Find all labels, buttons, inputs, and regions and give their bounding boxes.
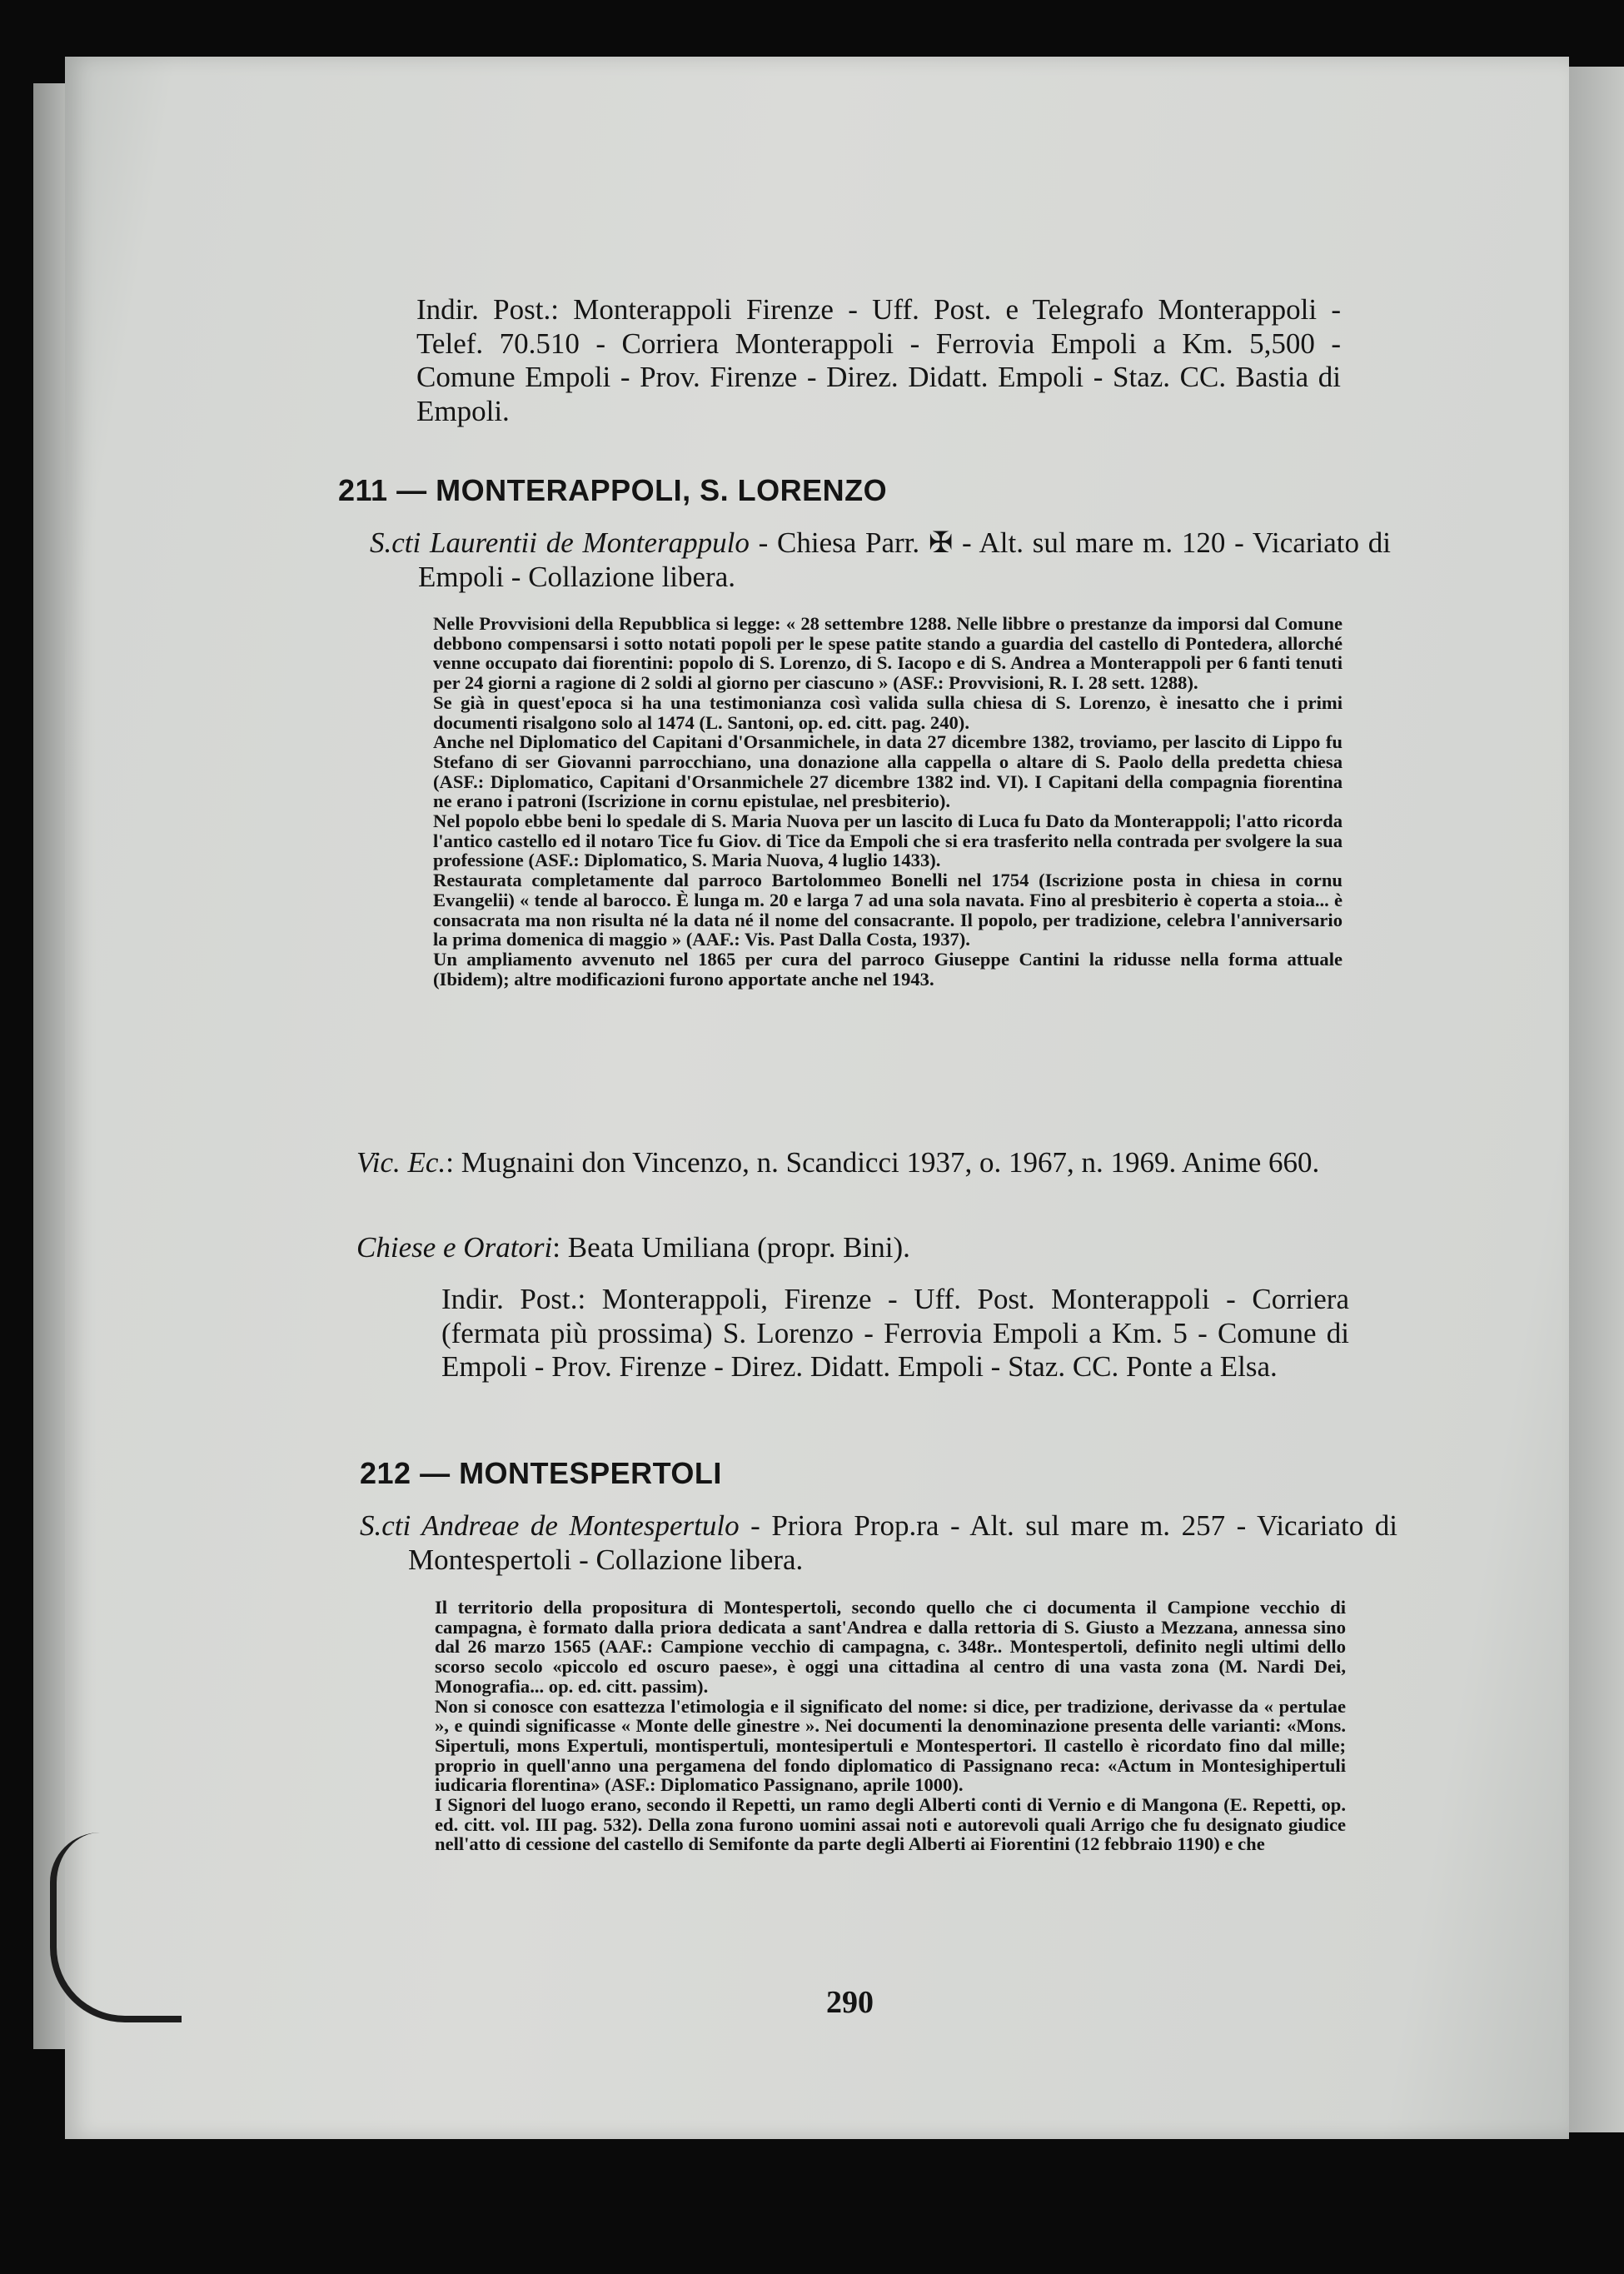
entry-211-heading: 211 — MONTERAPPOLI, S. LORENZO bbox=[338, 473, 888, 507]
entry-211-latin-name: S.cti Laurentii de Monterappulo bbox=[370, 526, 750, 559]
note-paragraph: I Signori del luogo erano, secondo il Repetti, un ramo degli Alberti conti di Vernio e di Mangona (E. Repetti, op. ed. citt. vol. III pag. 532). Della zona furono uomini assai noti e autorevoli quali Arrigo che fu designato giudice nell'atto di cessione del castello di Semifonte da parte degli Alberti ai Fiorentini (12 febbraio 1190) e che bbox=[435, 1794, 1346, 1855]
note-paragraph: Un ampliamento avvenuto nel 1865 per cura del parroco Giuseppe Cantini la ridusse nella forma attuale (Ibidem); altre modificazioni furono apportate anche nel 1943. bbox=[433, 948, 1343, 990]
note-paragraph: Non si conosce con esattezza l'etimologia e il significato del nome: si dice, per tradizione, derivasse da « pertulae », e quindi significasse « Monte delle ginestre ». Nei documenti la denominazione presenta delle varianti: «Mons. Sipertuli, mons Expertuli, montispertuli, montesipertuli e Montespertori. Il castello è ricordato fino dal mille; proprio in quell'anno una pergamena del fondo diplomatico di Passignano reca: «Actum in Montesighipertuli iudicaria florentina» (ASF.: Diplomatico Passignano, aprile 1000). bbox=[435, 1695, 1346, 1796]
chiese-label: Chiese e Oratori bbox=[356, 1231, 553, 1264]
entry-211-address: Indir. Post.: Monterappoli, Firenze - Uff. Post. Monterappoli - Corriera (fermata più prossima) S. Lorenzo - Ferrovia Empoli a Km. 5 - Comune di Empoli - Prov. Firenze - Direz. Didatt. Empoli - Staz. CC. Ponte a Elsa. bbox=[441, 1283, 1349, 1383]
vicar-label: Vic. Ec. bbox=[356, 1146, 446, 1179]
note-paragraph: Nelle Provvisioni della Repubblica si legge: « 28 settembre 1288. Nelle libbre o prestanze da imporsi dal Comune debbono compensarsi i sotto notati popoli per le spese patite stando a guardia del castello di Pontedera, allorché venne occupato dai fiorentini: popolo di S. Lorenzo, di S. Iacopo e di S. Andrea a Monterappoli per 6 fanti tenuti per 24 giorni a ragione di 2 soldi al giorno per ciascuno » (ASF.: Provvisioni, R. I. 28 sett. 1288). bbox=[433, 613, 1343, 694]
entry-212-title bbox=[360, 1509, 1397, 1577]
entry-211-title bbox=[370, 526, 1391, 594]
page-number: 290 bbox=[826, 1985, 874, 2020]
page-stack-edge bbox=[33, 83, 67, 2049]
chiese-text: : Beata Umiliana (propr. Bini). bbox=[552, 1231, 910, 1264]
note-paragraph: Nel popolo ebbe beni lo spedale di S. Maria Nuova per un lascito di Luca fu Dato da Monterappoli; l'atto ricorda l'antico castello ed il notaro Tice fu Giov. di Tice da Empoli che si era trasferito nella contrada per svolgere la sua professione (ASF.: Diplomatico, S. Maria Nuova, 4 luglio 1433). bbox=[433, 810, 1343, 871]
entry-211-vicar bbox=[356, 1146, 1397, 1180]
vicar-text: : Mugnaini don Vincenzo, n. Scandicci 1937, o. 1967, n. 1969. Anime 660. bbox=[446, 1146, 1320, 1179]
note-paragraph: Anche nel Diplomatico del Capitani d'Orsanmichele, in data 27 dicembre 1382, troviamo, per lascito di Lippo fu Stefano di ser Giovanni parrocchiano, una donazione alla cappella o altare di S. Paolo della predetta chiesa (ASF.: Diplomatico, Capitani d'Orsanmichele 27 dicembre 1382 ind. VI). I Capitani della compagnia fiorentina ne erano i patroni (Iscrizione in cornu epistulae, nel presbiterio). bbox=[433, 731, 1343, 812]
entry-212-latin-name: S.cti Andreae de Montespertulo bbox=[360, 1509, 740, 1542]
note-paragraph: Se già in quest'epoca si ha una testimonianza così valida sulla chiesa di S. Lorenzo, è inesatto che i primi documenti risalgono solo al 1474 (L. Santoni, op. ed. citt. pag. 240). bbox=[433, 691, 1343, 733]
entry-212-heading: 212 — MONTESPERTOLI bbox=[360, 1456, 722, 1490]
entry-212-notes bbox=[435, 1598, 1346, 1854]
entry-212-details: - Priora Prop.ra - Alt. sul mare m. 257 - Vicariato di Montespertoli - Collazione libera. bbox=[408, 1509, 1397, 1576]
note-paragraph: Restaurata completamente dal parroco Bartolommeo Bonelli nel 1754 (Iscrizione posta in chiesa in cornu Evangelii) « tende al barocco. È lunga m. 20 e larga 7 ad una sola navata. Fino al presbiterio è coperta a stoia... è consacrata ma non risulta né la data né il nome del consacrante. Il popolo, per tradizione, celebra l'anniversario la prima domenica di maggio » (AAF.: Vis. Past Dalla Costa, 1937). bbox=[433, 870, 1343, 950]
entry-211-details: - Chiesa Parr. ✠ - Alt. sul mare m. 120 - Vicariato di Empoli - Collazione libera. bbox=[418, 526, 1391, 593]
entry-211-chiese bbox=[356, 1231, 1348, 1265]
entry-211-notes bbox=[433, 614, 1343, 989]
intro-address: Indir. Post.: Monterappoli Firenze - Uff. Post. e Telegrafo Monterappoli - Telef. 70.510 - Corriera Monterappoli - Ferrovia Empoli a Km. 5,500 - Comune Empoli - Prov. Firenze - Direz. Didatt. Empoli - Staz. CC. Bastia di Empoli. bbox=[416, 293, 1341, 427]
note-paragraph: Il territorio della propositura di Montespertoli, secondo quello che ci documenta il Campione vecchio di campagna, è formato dalla priora dedicata a sant'Andrea e dalla rettoria di S. Giusto a Mezzana, annessa sino dal 26 marzo 1565 (AAF.: Campione vecchio di campagna, c. 348r.. Montespertoli, definito negli ultimi dello scorso secolo «piccolo ed oscuro paese», è oggi una cittadina al centro di una vasta zona (M. Nardi Dei, Monografia... op. ed. citt. passim). bbox=[435, 1597, 1346, 1697]
binding-string bbox=[50, 1833, 182, 2022]
